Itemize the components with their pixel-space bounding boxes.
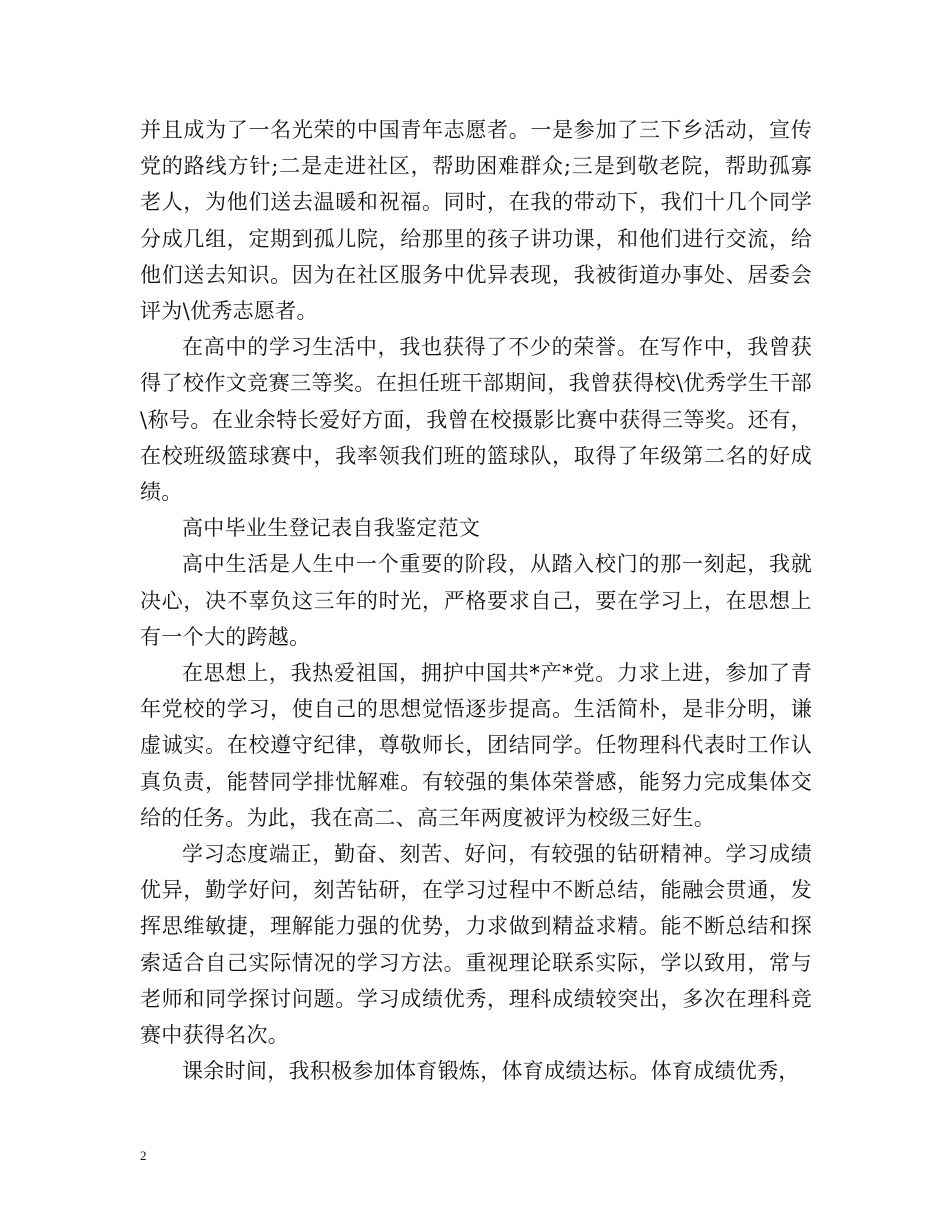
- paragraph: 学习态度端正，勤奋、刻苦、好问，有较强的钻研精神。学习成绩优异，勤学好问，刻苦钻研，在学习过程中不断总结，能融会贯通，发挥思维敏捷，理解能力强的优势，力求做到精益求精。能不断总结和探索适合自己实际情况的学习方法。重视理论联系实际，学以致用，常与老师和同学探讨问题。学习成绩优秀，理科成绩较突出，多次在理科竞赛中获得名次。: [140, 842, 812, 1048]
- paragraph: 并且成为了一名光荣的中国青年志愿者。一是参加了三下乡活动，宣传党的路线方针;二是走进社区，帮助困难群众;三是到敬老院，帮助孤寡老人，为他们送去温暖和祝福。同时，在我的带动下，我们十几个同学分成几组，定期到孤儿院，给那里的孩子讲功课，和他们进行交流，给他们送去知识。因为在社区服务中优异表现，我被街道办事处、居委会评为\优秀志愿者。: [140, 118, 812, 324]
- paragraph: 在高中的学习生活中，我也获得了不少的荣誉。在写作中，我曾获得了校作文竞赛三等奖。在担任班干部期间，我曾获得校\优秀学生干部\称号。在业余特长爱好方面，我曾在校摄影比赛中获得三等奖。还有，在校班级篮球赛中，我率领我们班的篮球队，取得了年级第二名的好成绩。: [140, 335, 812, 505]
- document-body: [140, 112, 812, 1089]
- paragraph: 在思想上，我热爱祖国，拥护中国共*产*党。力求上进，参加了青年党校的学习，使自己的思想觉悟逐步提高。生活简朴，是非分明，谦虚诚实。在校遵守纪律，尊敬师长，团结同学。任物理科代表时工作认真负责，能替同学排忧解难。有较强的集体荣誉感，能努力完成集体交给的任务。为此，我在高二、高三年两度被评为校级三好生。: [140, 661, 812, 830]
- page-number: 2: [140, 1148, 147, 1163]
- section-heading: 高中毕业生登记表自我鉴定范文: [182, 516, 481, 541]
- paragraph: 课余时间，我积极参加体育锻炼，体育成绩达标。体育成绩优秀，: [182, 1059, 800, 1084]
- paragraph: 高中生活是人生中一个重要的阶段，从踏入校门的那一刻起，我就决心，决不辜负这三年的时光，严格要求自己，要在学习上，在思想上有一个大的跨越。: [140, 552, 812, 649]
